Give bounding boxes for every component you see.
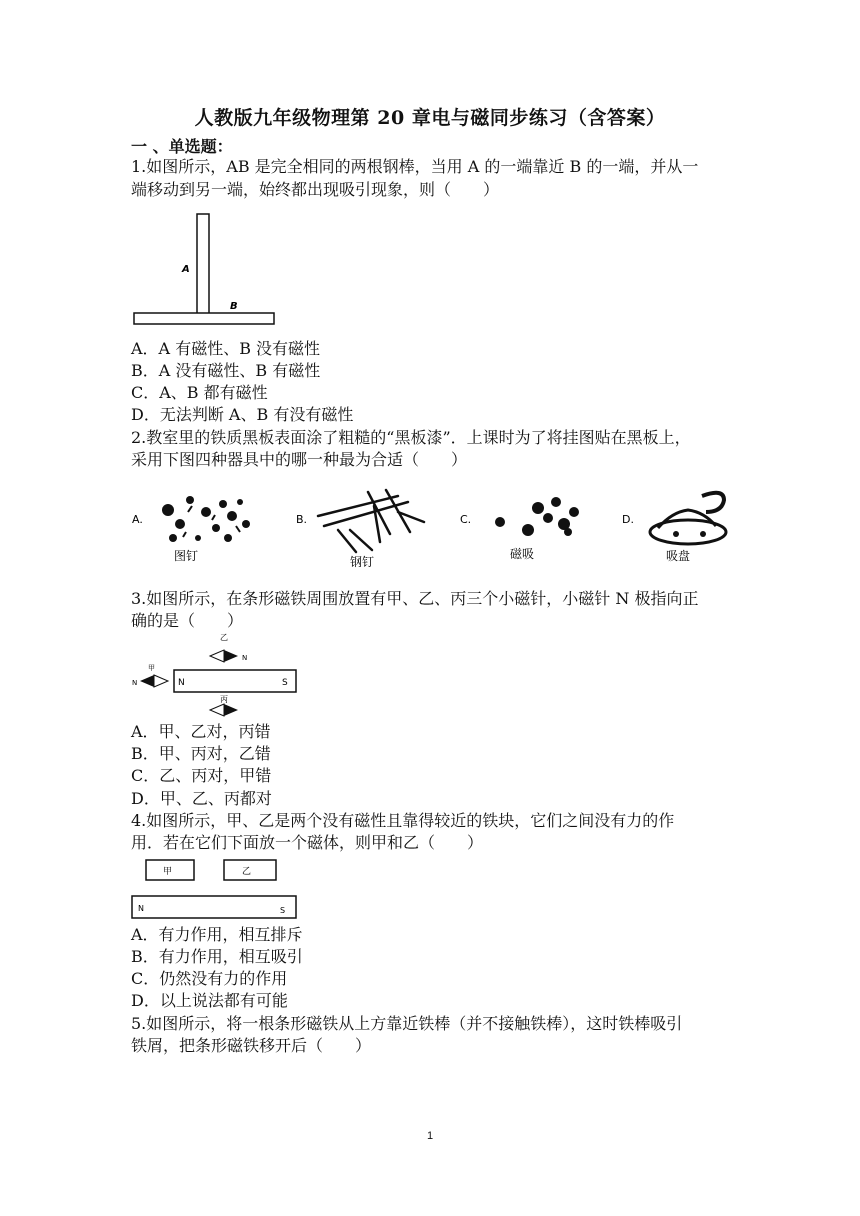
item-b-letter: B. — [296, 513, 308, 526]
needle-yi — [210, 650, 238, 662]
item-c-letter: C. — [460, 513, 472, 526]
q1-stem-line1: 1.如图所示，AB 是完全相同的两根钢棒，当用 A 的一端靠近 B 的一端，并从一 — [131, 157, 699, 176]
needle-yi-label: 乙 — [220, 633, 228, 642]
q4-option-b: B．有力作用，相互吸引 — [131, 947, 303, 966]
q1-figure-steel-bars — [128, 210, 280, 330]
bar-magnet — [174, 670, 296, 692]
magnet-below — [132, 896, 296, 918]
needle-jia-n: N — [132, 679, 138, 687]
q4-option-c: C．仍然没有力的作用 — [131, 969, 288, 988]
thumbtacks-picture — [162, 496, 250, 542]
item-d-letter: D. — [622, 513, 634, 526]
needle-bing-label: 丙 — [220, 695, 228, 704]
q1-stem-line2: 端移动到另一端，始终都出现吸引现象，则（ ） — [131, 180, 500, 199]
suction-cup-picture — [650, 493, 726, 544]
q1-option-d: D．无法判断 A、B 有没有磁性 — [131, 405, 354, 424]
q1-option-c: C．A、B 都有磁性 — [131, 383, 268, 402]
q2-figure-tools — [128, 482, 734, 574]
q3-stem-line2: 确的是（ ） — [131, 611, 244, 630]
needle-yi-n: N — [242, 654, 248, 662]
q4-option-a: A．有力作用，相互排斥 — [131, 925, 303, 944]
q3-option-d: D．甲、乙、丙都对 — [131, 789, 272, 808]
item-a-caption: 图钉 — [174, 549, 199, 563]
q3-option-a: A．甲、乙对，丙错 — [131, 722, 271, 741]
magnet-below-n: N — [138, 904, 144, 913]
q2-stem-line1: 2.教室里的铁质黑板表面涂了粗糙的“黑板漆”．上课时为了将挂图贴在黑板上， — [131, 428, 691, 447]
needle-jia — [140, 675, 168, 687]
block-yi-label: 乙 — [242, 867, 252, 877]
q2-stem-line2: 采用下图四种器具中的哪一种最为合适（ ） — [131, 450, 468, 469]
q4-stem-line1: 4.如图所示，甲、乙是两个没有磁性且靠得较近的铁块，它们之间没有力的作 — [131, 811, 675, 830]
page-number: 1 — [426, 1130, 434, 1142]
magnet-n-label: N — [178, 678, 185, 688]
needle-jia-label: 甲 — [148, 664, 155, 672]
magnet-s-label: S — [282, 678, 288, 688]
label-a: A — [182, 264, 190, 275]
q5-stem-line2: 铁屑，把条形磁铁移开后（ ） — [131, 1036, 372, 1055]
magnets-picture — [495, 497, 579, 536]
q4-stem-line2: 用．若在它们下面放一个磁体，则甲和乙（ ） — [131, 833, 484, 852]
q3-stem-line1: 3.如图所示，在条形磁铁周围放置有甲、乙、丙三个小磁针，小磁针 N 极指向正 — [131, 589, 699, 608]
page-title: 人教版九年级物理第 20 章电与磁同步练习（含答案） — [194, 107, 666, 129]
item-d-caption: 吸盘 — [666, 549, 691, 563]
needle-bing — [210, 704, 238, 716]
q3-figure-compasses — [128, 630, 304, 718]
bar-a — [197, 214, 209, 314]
q4-figure-iron-blocks — [128, 856, 300, 922]
q3-option-b: B．甲、丙对，乙错 — [131, 744, 271, 763]
item-a-letter: A. — [132, 513, 143, 526]
q1-option-a: A．A 有磁性、B 没有磁性 — [131, 339, 321, 358]
block-jia-label: 甲 — [163, 867, 173, 877]
q5-stem-line1: 5.如图所示，将一根条形磁铁从上方靠近铁棒（并不接触铁棒），这时铁棒吸引 — [131, 1014, 683, 1033]
q1-option-b: B．A 没有磁性、B 有磁性 — [131, 361, 321, 380]
item-b-caption: 钢钉 — [350, 555, 375, 569]
label-b: B — [230, 301, 238, 312]
magnet-below-s: S — [280, 906, 286, 915]
item-c-caption: 磁吸 — [510, 547, 535, 561]
bar-b — [134, 313, 274, 324]
q4-option-d: D．以上说法都有可能 — [131, 991, 288, 1010]
q3-option-c: C．乙、丙对，甲错 — [131, 766, 272, 785]
steel-nails-picture — [318, 490, 424, 552]
section-heading: 一 、单选题： — [131, 137, 233, 156]
